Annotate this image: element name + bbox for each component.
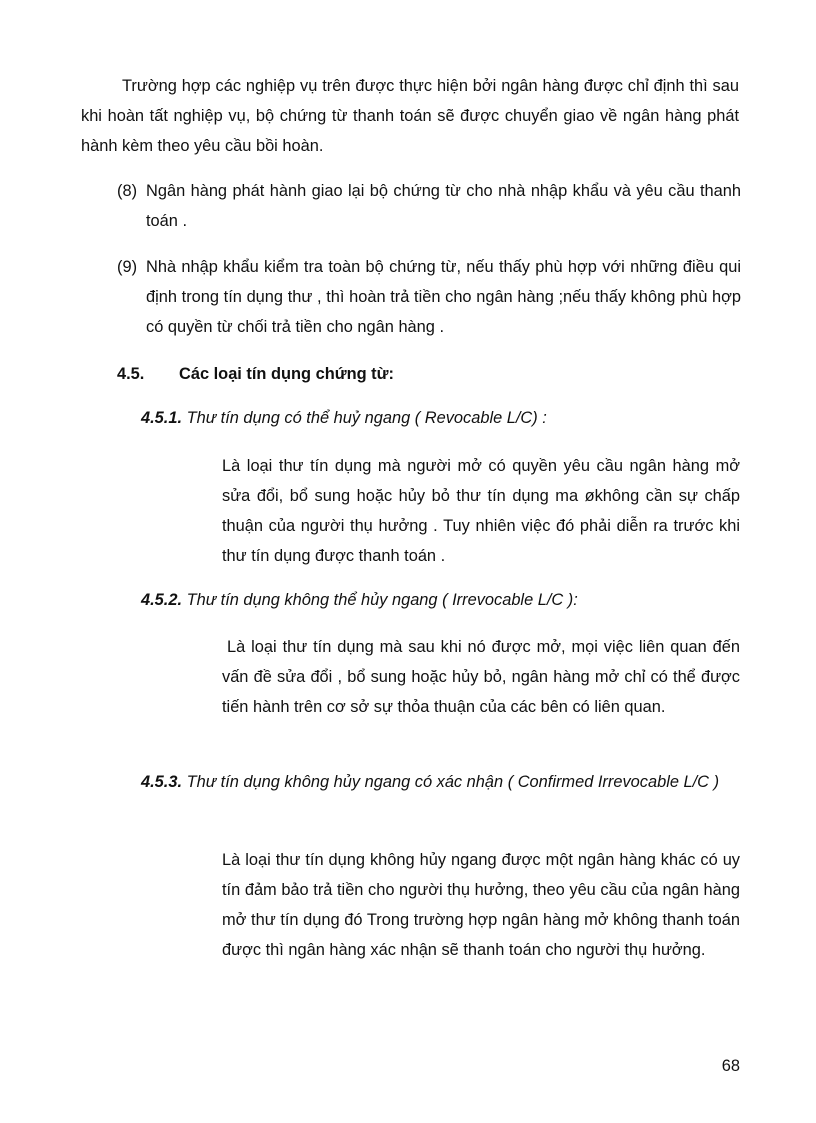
list-item-text: Nhà nhập khẩu kiểm tra toàn bộ chứng từ, nếu thấy phù hợp với những điều qui định trong tín dụng thư , thì hoàn trả tiền cho ngân hàng ;nếu thấy không phù hợp có quyền từ chối trả tiền cho ngân hàng . [146, 258, 741, 336]
list-item-number: (8) [117, 182, 138, 200]
subsection-body-4-5-3: Là loại thư tín dụng không hủy ngang được một ngân hàng khác có uy tín đảm bảo trả tiền cho người thụ hưởng, theo yêu cầu của ngân hàng mở thư tín dụng đó Trong trường hợp ngân hàng mở không thanh toán được thì ngân hàng xác nhận sẽ thanh toán cho người thụ hưởng. [222, 851, 740, 959]
subsection-number: 4.5.2. [141, 591, 183, 609]
section-number: 4.5. [117, 365, 145, 383]
list-item [117, 252, 741, 342]
section-heading [117, 359, 394, 389]
page-number: 68 [721, 1057, 740, 1075]
subsection-title: Thư tín dụng có thể huỷ ngang ( Revocable L/C) : [182, 409, 547, 427]
subsection-heading-4-5-1 [141, 403, 547, 433]
intro-paragraph: Trường hợp các nghiệp vụ trên được thực hiện bởi ngân hàng được chỉ định thì sau khi hoàn tất nghiệp vụ, bộ chứng từ thanh toán sẽ được chuyển giao về ngân hàng phát hành kèm theo yêu cầu bồi hoàn. [81, 77, 739, 155]
subsection-heading-4-5-2 [141, 585, 578, 615]
section-title: Các loại tín dụng chứng từ: [179, 365, 394, 383]
subsection-body-4-5-2: Là loại thư tín dụng mà sau khi nó được mở, mọi việc liên quan đến vấn đề sửa đổi , bổ sung hoặc hủy bỏ, ngân hàng mở chỉ có thể được tiến hành trên cơ sở sự thỏa thuận của các bên có liên quan. [222, 638, 740, 716]
subsection-heading-4-5-3 [141, 767, 787, 797]
subsection-number: 4.5.1. [141, 409, 183, 427]
list-item-number: (9) [117, 258, 138, 276]
subsection-body-4-5-1: Là loại thư tín dụng mà người mở có quyền yêu cầu ngân hàng mở sửa đổi, bổ sung hoặc hủy bỏ thư tín dụng ma økhông cần sự chấp thuận của người thụ hưởng . Tuy nhiên việc đó phải diễn ra trước khi thư tín dụng được thanh toán . [222, 457, 740, 565]
subsection-title: Thư tín dụng không hủy ngang có xác nhận ( Confirmed Irrevocable L/C ) [182, 773, 720, 791]
subsection-number: 4.5.3. [141, 773, 183, 791]
list-item-text: Ngân hàng phát hành giao lại bộ chứng từ cho nhà nhập khẩu và yêu cầu thanh toán . [146, 182, 741, 230]
list-item [117, 176, 741, 236]
subsection-title: Thư tín dụng không thể hủy ngang ( Irrevocable L/C ): [182, 591, 578, 609]
